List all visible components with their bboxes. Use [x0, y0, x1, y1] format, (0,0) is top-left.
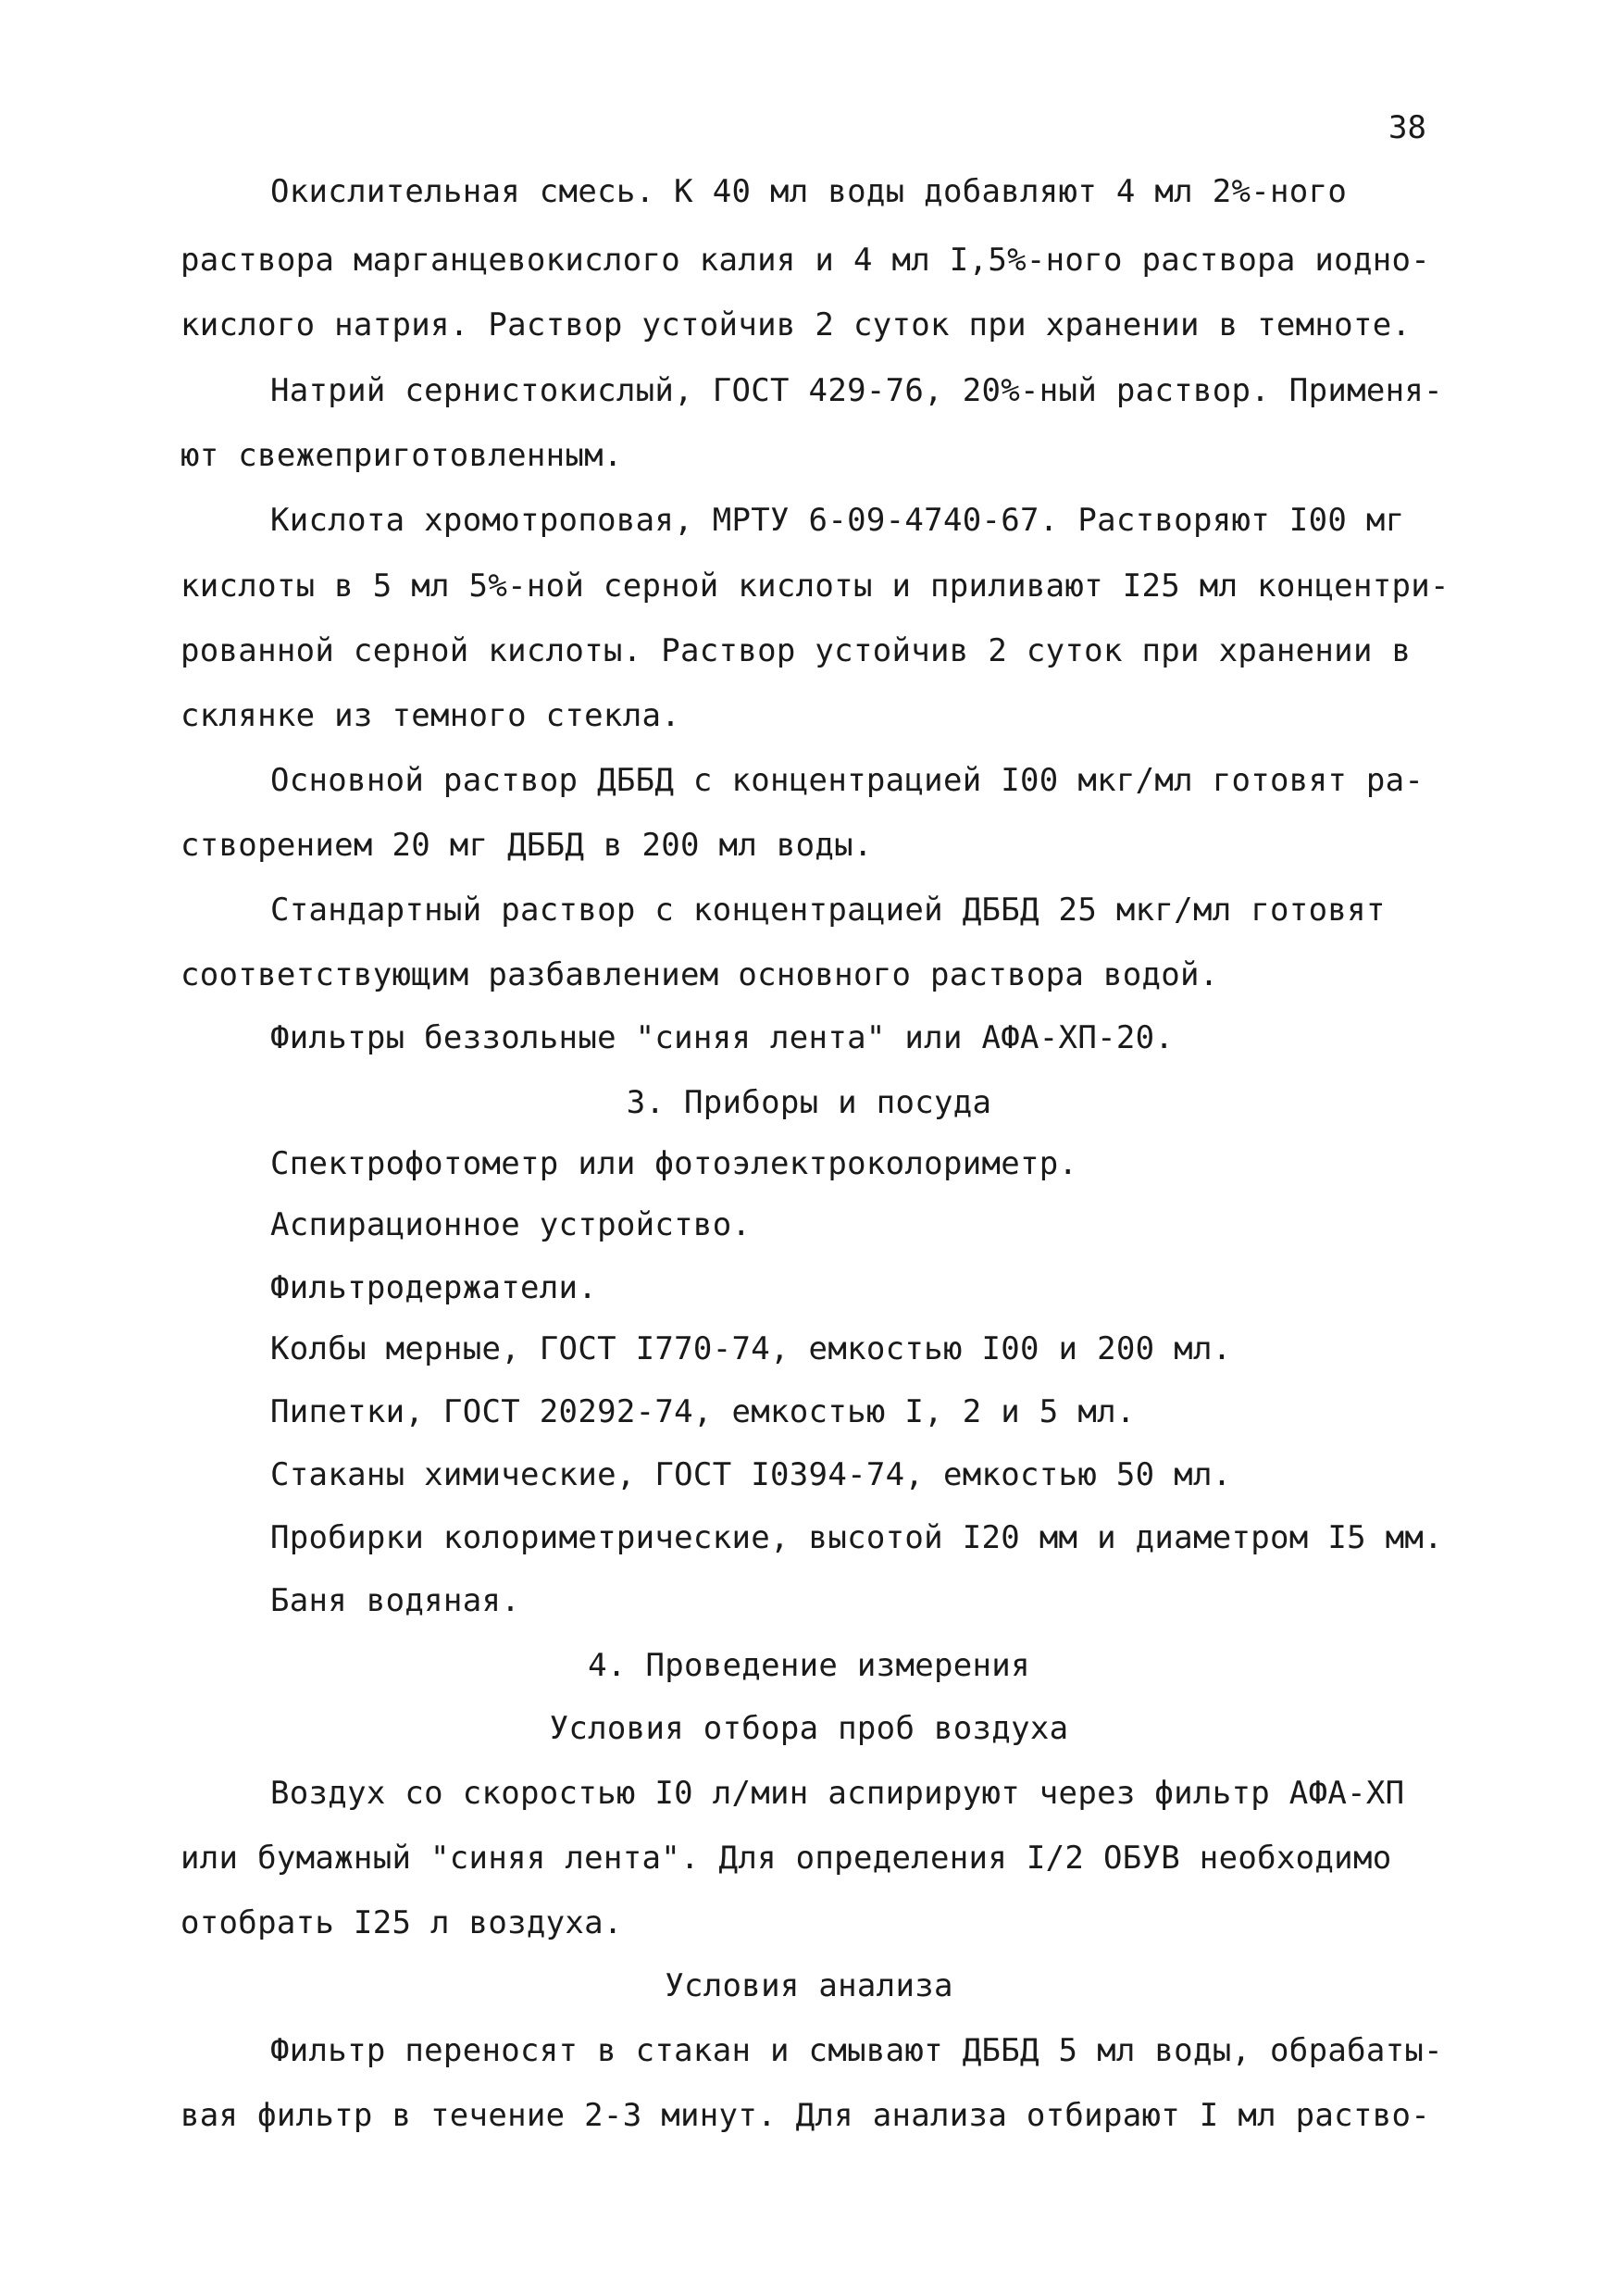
- text-line: створением 20 мг ДББД в 200 мл воды.: [180, 827, 873, 864]
- section-heading: 3. Приборы и посуда: [626, 1084, 992, 1121]
- text-line: отобрать I25 л воздуха.: [180, 1904, 623, 1941]
- text-line: или бумажный "синяя лента". Для определения I/2 ОБУВ необходимо: [180, 1840, 1392, 1877]
- subsection-heading: Условия отбора проб воздуха: [549, 1710, 1069, 1747]
- list-item: Пипетки, ГОСТ 20292-74, емкостью I, 2 и 5 мл.: [270, 1393, 1136, 1430]
- list-item: Пробирки колориметрические, высотой I20 мм и диаметром I5 мм.: [270, 1519, 1443, 1556]
- list-item: Баня водяная.: [270, 1582, 521, 1619]
- list-item: Аспирационное устройство.: [270, 1206, 752, 1243]
- text-line: ют свежеприготовленным.: [180, 437, 623, 474]
- list-item: Стаканы химические, ГОСТ I0394-74, емкостью 50 мл.: [270, 1456, 1232, 1493]
- text-line: кислоты в 5 мл 5%-ной серной кислоты и приливают I25 мл концентри-: [180, 568, 1450, 605]
- page-number: 38: [1388, 109, 1426, 146]
- text-line: Фильтр переносят в стакан и смывают ДББД 5 мл воды, обрабаты-: [270, 2032, 1443, 2069]
- text-line: Натрий сернистокислый, ГОСТ 429-76, 20%-ный раствор. Применя-: [270, 372, 1443, 409]
- list-item: Спектрофотометр или фотоэлектроколориметр.: [270, 1145, 1078, 1182]
- list-item: Фильтродержатели.: [270, 1269, 598, 1306]
- text-line: рованной серной кислоты. Раствор устойчив 2 суток при хранении в: [180, 632, 1412, 669]
- text-line: соответствующим разбавлением основного раствора водой.: [180, 956, 1219, 993]
- text-line: вая фильтр в течение 2-3 минут. Для анализа отбирают I мл раство-: [180, 2097, 1431, 2134]
- text-line: Фильтры беззольные "синяя лента" или АФА-ХП-20.: [270, 1019, 1175, 1056]
- list-item: Колбы мерные, ГОСТ I770-74, емкостью I00 и 200 мл.: [270, 1330, 1232, 1367]
- subsection-heading: Условия анализа: [665, 1967, 953, 2004]
- text-line: раствора марганцевокислого калия и 4 мл I,5%-ного раствора иодно-: [180, 242, 1431, 279]
- text-line: Стандартный раствор с концентрацией ДББД 25 мкг/мл готовят: [270, 892, 1386, 929]
- section-heading: 4. Проведение измерения: [588, 1647, 1030, 1684]
- text-line: склянке из темного стекла.: [180, 697, 681, 734]
- text-line: Окислительная смесь. К 40 мл воды добавляют 4 мл 2%-ного: [270, 173, 1348, 210]
- text-line: Воздух со скоростью I0 л/мин аспирируют через фильтр АФА-ХП: [270, 1775, 1405, 1812]
- text-line: кислого натрия. Раствор устойчив 2 суток при хранении в темноте.: [180, 306, 1412, 343]
- text-line: Кислота хромотроповая, МРТУ 6-09-4740-67. Растворяют I00 мг: [270, 502, 1405, 539]
- text-line: Основной раствор ДББД с концентрацией I00 мкг/мл готовят ра-: [270, 762, 1425, 799]
